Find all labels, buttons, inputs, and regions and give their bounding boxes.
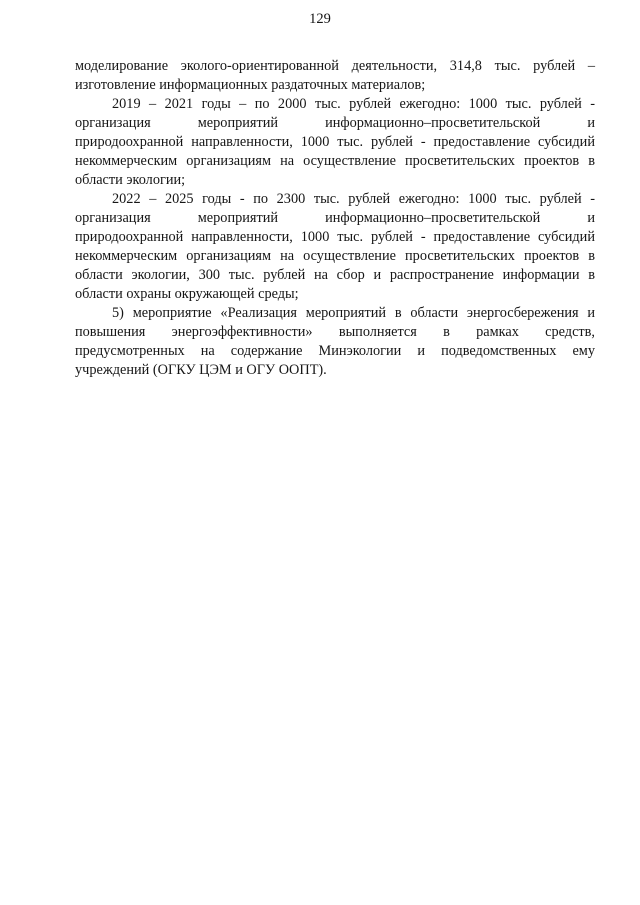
text-line: некоммерческим организациям на осуществление просветительских проектов в	[75, 153, 595, 169]
text-line: изготовление информационных раздаточных материалов;	[75, 77, 426, 93]
text-line: области экологии;	[75, 172, 186, 188]
text-line: учреждений (ОГКУ ЦЭМ и ОГУ ООПТ).	[75, 362, 327, 378]
text-line: моделирование эколого-ориентированной деятельности, 314,8 тыс. рублей –	[75, 58, 595, 74]
text-line: предусмотренных на содержание Минэкологии и подведомственных ему	[75, 343, 595, 359]
text-line: повышения энергоэффективности» выполняется в рамках средств,	[75, 324, 595, 340]
text-line: природоохранной направленности, 1000 тыс. рублей - предоставление субсидий	[75, 134, 595, 150]
text-line: организация мероприятий информационно–просветительской и	[75, 210, 595, 226]
text-line: области экологии, 300 тыс. рублей на сбор и распространение информации в	[75, 267, 595, 283]
paragraph-2019-2021	[75, 95, 595, 190]
text-line: некоммерческим организациям на осуществление просветительских проектов в	[75, 248, 595, 264]
text-line: 2019 – 2021 годы – по 2000 тыс. рублей ежегодно: 1000 тыс. рублей -	[112, 96, 595, 112]
text-line: организация мероприятий информационно–просветительской и	[75, 115, 595, 131]
text-line: области охраны окружающей среды;	[75, 286, 299, 302]
body-text	[75, 57, 595, 380]
paragraph-continuation	[75, 57, 595, 95]
paragraph-measure-5	[75, 304, 595, 380]
text-line: 2022 – 2025 годы - по 2300 тыс. рублей ежегодно: 1000 тыс. рублей -	[112, 191, 595, 207]
text-line: 5) мероприятие «Реализация мероприятий в области энергосбережения и	[112, 305, 595, 321]
page-number: 129	[309, 11, 331, 27]
text-line: природоохранной направленности, 1000 тыс. рублей - предоставление субсидий	[75, 229, 595, 245]
paragraph-2022-2025	[75, 190, 595, 304]
